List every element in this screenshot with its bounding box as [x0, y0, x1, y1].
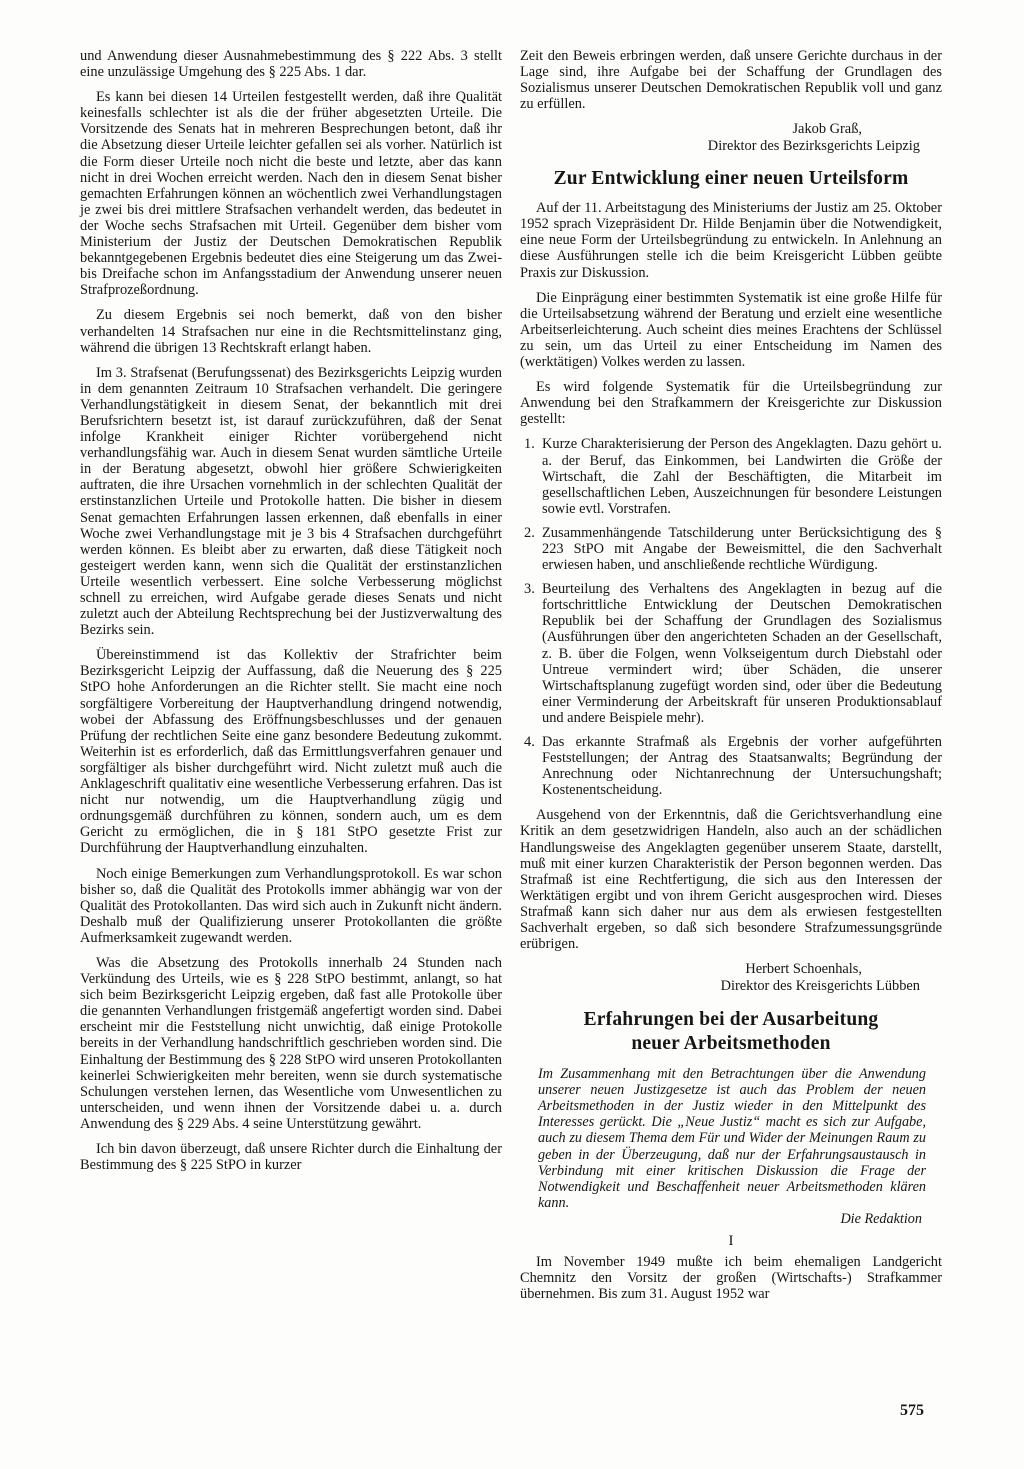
paragraph: Im November 1949 mußte ich beim ehemaligen Landgericht Chemnitz den Vorsitz der großen (Wirtschafts-) Strafkammer übernehmen. Bis zum 31. August 1952 war	[520, 1253, 942, 1303]
left-column	[80, 48, 502, 1182]
editorial-intro	[520, 1066, 942, 1227]
paragraph: Es wird folgende Systematik für die Urteilsbegründung zur Anwendung bei den Strafkammern der Kreisgerichte zur Diskussion gestellt:	[520, 379, 942, 428]
signature-block	[520, 121, 942, 154]
list-item	[520, 525, 942, 573]
list-text: Zusammenhängende Tatschilderung unter Berücksichtigung des § 223 StPO mit Angabe der Beweismittel, die den Sachverhalt erwiesen haben, und anschließende rechtliche Würdigung.	[542, 524, 942, 574]
page-number: 575	[900, 1402, 924, 1419]
list-text: Beurteilung des Verhaltens des Angeklagten in bezug auf die fortschrittliche Entwicklung der Deutschen Demokratischen Republik bei der Schaffung der Grundlagen des Sozialismus (Ausführungen über den angerichteten Schaden an der Gesellschaft, z. B. über die Folgen, wenn Volkseigentum durch Diebstahl oder Untreue vermindert wird; über Schäden, die unserer Wirtschaftsplanung zugefügt worden sind, oder über die Bedeutung einer Verminderung der Arbeitskraft für unseren Produktionsablauf und andere Beispiele mehr).	[542, 581, 942, 726]
list-number: 4.	[524, 734, 535, 750]
paragraph: Übereinstimmend ist das Kollektiv der Strafrichter beim Bezirksgericht Leipzig der Auffassung, daß die Neuerung des § 225 StPO hohe Anforderungen an die Richter stellt. Sie macht eine noch sorgfältigere Vorbereitung der Hauptverhandlung dringend notwendig, wobei der Abfassung des Eröffnungsbeschlusses und der genauen Prüfung der rechtlichen Seite eine ganz besondere Bedeutung zukommt. Weiterhin ist es erforderlich, daß das Ermittlungsverfahren genauer und sorgfältiger als bisher durchgeführt wird. Nicht zuletzt muß auch die Anklageschrift qualitativ eine wesentliche Verbesserung erfahren. Das ist nicht nur notwendig, um die Hauptverhandlung zügig und ordnungsgemäß durchführen zu können, sondern auch, um es dem Gericht zu ermöglichen, die in § 181 StPO gesetzte Frist zur Durchführung der Hauptverhandlung einzuhalten.	[80, 647, 502, 857]
signature-title: Direktor des Kreisgerichts Lübben	[720, 977, 920, 994]
heading-line: neuer Arbeitsmethoden	[631, 1033, 831, 1055]
list-text: Das erkannte Strafmaß als Ergebnis der vorher aufgeführten Feststellungen; der Antrag des Staatsanwalts; Begründung der Anrechnung oder Nichtanrechnung der Untersuchungshaft; Kostenentscheidung.	[542, 734, 942, 799]
paragraph: Die Einprägung einer bestimmten Systematik ist eine große Hilfe für die Urteilsabsetzung während der Beratung und erzielt eine wesentliche Arbeitserleichterung. Auch scheint dies meines Erachtens der Schlüssel zu sein, um das Urteil zu einer Entscheidung im Namen des (werktätigen) Volkes werden zu lassen.	[520, 289, 942, 371]
paragraph: Ich bin davon überzeugt, daß unsere Richter durch die Einhaltung der Bestimmung des § 225 StPO in kurzer	[80, 1141, 502, 1174]
list-item	[520, 734, 942, 798]
list-item	[520, 436, 942, 516]
right-column	[520, 48, 942, 1311]
paragraph: Zeit den Beweis erbringen werden, daß unsere Gerichte durchaus in der Lage sind, ihre Aufgabe bei der Schaffung der Grundlagen des Sozialismus unserer Deutschen Demokratischen Republik voll und ganz zu erfüllen.	[520, 48, 942, 113]
paragraph: Im 3. Strafsenat (Berufungssenat) des Bezirksgerichts Leipzig wurden in dem genannten Zeitraum 10 Strafsachen verhandelt. Die geringere Verhandlungstätigkeit in diesem Senat, der bekanntlich mit drei Berufsrichtern besetzt ist, ist darauf zurückzuführen, daß der Senat infolge Krankheit einiger Richter vorübergehend nicht verhandlungsfähig war. Auch in diesem Senat wurden sämtliche Urteile in der Beratung abgesetzt, obwohl hier größere Schwierigkeiten auftraten, die ihre Ursachen vornehmlich in der schlechten Qualität der erstinstanzlichen Urteile und Protokolle hatten. Die bisher in diesem Senat gemachten Erfahrungen lassen erkennen, daß ebenfalls in einer Woche zwei Verhandlungstage mit je 3 bis 4 Strafsachen durchgeführt werden können. Es bleibt aber zu erwarten, daß diese Tätigkeit noch gesteigert werden kann, wenn sich die Qualität der erstinstanzlichen Urteile wesentlich verbessert. Eine solche Verbesserung möglichst schnell zu erreichen, wird Aufgabe gerade dieses Senats und nicht zuletzt auch der Abteilung Rechtsprechung bei der Justizverwaltung des Bezirks sein.	[80, 364, 502, 639]
paragraph: Es kann bei diesen 14 Urteilen festgestellt werden, daß ihre Qualität keinesfalls schlechter ist als die der früher abgesetzten Urteile. Die Vorsitzende des Senats hat in mehreren Besprechungen betont, daß ihr die Absetzung dieser Urteile leichter gefallen sei als vorher. Natürlich ist die Form dieser Urteile noch nicht die beste und letzte, aber das kann nicht in drei Wochen erreicht werden. Nach den in diesem Senat bisher gemachten Erfahrungen können an wöchentlich zwei Verhandlungstagen je zwei bis drei mittlere Strafsachen verhandelt werden, das bedeutet in der Woche sechs Strafsachen mit Urteil. Gegenüber dem bisher vom Ministerium der Justiz der Deutschen Demokratischen Republik bekanntgegebenen Ergebnis bedeutet dies eine Steigerung um das Zwei- bis Dreifache schon im Anfangsstadium der Anwendung unserer neuen Strafprozeßordnung.	[80, 89, 502, 299]
paragraph: und Anwendung dieser Ausnahmebestimmung des § 222 Abs. 3 stellt eine unzulässige Umgehung des § 225 Abs. 1 dar.	[80, 48, 502, 81]
article-heading: Zur Entwicklung einer neuen Urteilsform	[553, 168, 909, 190]
signature-name: Jakob Graß,	[792, 121, 862, 138]
list-item	[520, 581, 942, 726]
section-number: I	[728, 1232, 734, 1249]
editorial-credit: Die Redaktion	[840, 1210, 922, 1227]
list-number: 3.	[524, 581, 535, 598]
list-number: 1.	[524, 436, 535, 453]
signature-title: Direktor des Bezirksgerichts Leipzig	[707, 137, 920, 154]
paragraph: Zu diesem Ergebnis sei noch bemerkt, daß von den bisher verhandelten 14 Strafsachen nur eine in die Rechtsmittelinstanz ging, während die übrigen 13 Rechtskraft erlangt haben.	[80, 307, 502, 356]
signature-block	[520, 961, 942, 994]
article-heading	[520, 1008, 942, 1056]
list-text: Kurze Charakterisierung der Person des Angeklagten. Dazu gehört u. a. der Beruf, das Einkommen, bei Landwirten die Größe der Wirtschaft, die Zahl der Beschäftigten, die Mitarbeit im gesellschaftlichen Leben, Auszeichnungen für besondere Leistungen sowie evtl. Vorstrafen.	[542, 436, 942, 517]
heading-line: Erfahrungen bei der Ausarbeitung	[583, 1009, 879, 1031]
numbered-list	[520, 436, 942, 798]
intro-text: Im Zusammenhang mit den Betrachtungen über die Anwendung unserer neuen Justizgesetze ist auch das Problem der neuen Arbeitsmethoden in der Justiz wieder in den Mittelpunkt des Interesses gerückt. Die „Neue Justiz“ macht es sich zur Aufgabe, auch zu diesem Thema dem Für und Wider der Meinungen Raum zu geben in der Überzeugung, daß nur der Erfahrungsaustausch in Verbindung mit einer kritischen Diskussion die Frage der Notwendigkeit und Beschaffenheit neuer Arbeitsmethoden klären kann.	[538, 1066, 926, 1211]
signature-name: Herbert Schoenhals,	[745, 961, 862, 978]
paragraph: Auf der 11. Arbeitstagung des Ministeriums der Justiz am 25. Oktober 1952 sprach Vizepräsident Dr. Hilde Benjamin über die Notwendigkeit, eine neue Form der Urteilsbegründung zu entwickeln. In Anlehnung an diese Ausführungen stelle ich die beim Kreisgericht Lübben geübte Praxis zur Diskussion.	[520, 200, 942, 281]
list-number: 2.	[524, 524, 535, 541]
paragraph: Was die Absetzung des Protokolls innerhalb 24 Stunden nach Verkündung des Urteils, wie es § 228 StPO bestimmt, anlangt, so hat sich beim Bezirksgericht Leipzig ergeben, daß fast alle Protokolle über die genannten Verhandlungen fristgemäß angefertigt worden sind. Dabei erscheint mir die Feststellung nicht unwichtig, daß einige Protokolle bereits in der Verhandlung handschriftlich geschrieben worden sind. Die Einhaltung der Bestimmung des § 228 StPO wird unseren Protokollanten keinerlei Schwierigkeiten mehr bereiten, wenn sie durch systematische Schulungen verstehen lernen, das Wesentliche vom Unwesentlichen zu unterscheiden, und wenn ihnen der Vorsitzende dabei u. a. durch Anwendung des § 229 Abs. 4 seine Unterstützung gewährt.	[80, 954, 502, 1132]
paragraph: Ausgehend von der Erkenntnis, daß die Gerichtsverhandlung eine Kritik an dem gesetzwidrigen Handeln, also auch an der schädlichen Handlungsweise des Angeklagten gegenüber unserem Staate, darstellt, muß mit einer kurzen Charakteristik der Person begonnen werden. Das Strafmaß ist eine Rechtfertigung, die sich aus den Interessen der Werktätigen ergibt und von ihrem Gericht ausgesprochen wird. Dieses Strafmaß kann sich daher nur aus dem als erwiesen festgestellten Sachverhalt ergeben, so daß sich besondere Strafzumessungsgründe erübrigen.	[520, 807, 942, 953]
paragraph: Noch einige Bemerkungen zum Verhandlungsprotokoll. Es war schon bisher so, daß die Qualität des Protokolls immer abhängig war von der Qualität des Protokollanten. Das wird sich auch in Zukunft nicht ändern. Deshalb muß der Qualifizierung unserer Protokollanten die größte Aufmerksamkeit zugewandt werden.	[80, 865, 502, 946]
